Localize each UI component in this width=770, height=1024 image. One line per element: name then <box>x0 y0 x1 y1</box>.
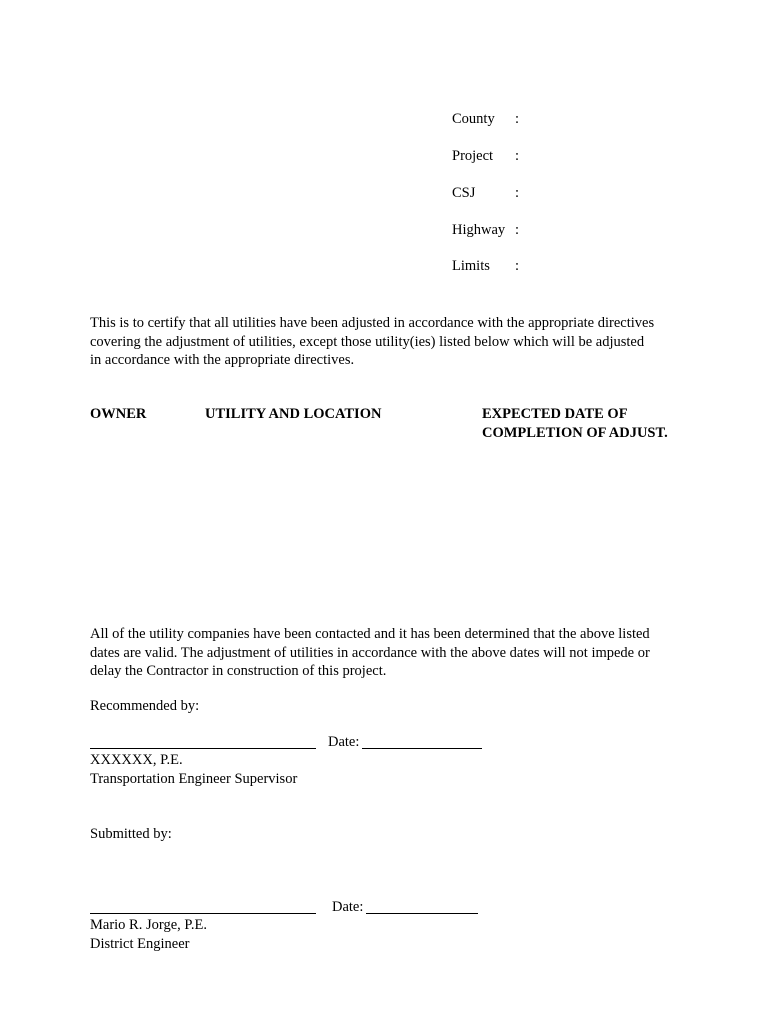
limits-label: Limits <box>452 258 490 274</box>
certification-line: This is to certify that all utilities have been adjusted in accordance with the appropriate directives <box>90 315 655 331</box>
csj-label: CSJ <box>452 185 476 201</box>
county-colon: : <box>515 111 520 127</box>
submitted-date-line[interactable] <box>366 913 478 914</box>
utility-location-column-heading: UTILITY AND LOCATION <box>205 406 382 422</box>
submitted-signature-line[interactable] <box>90 913 316 914</box>
recommended-signature-line[interactable] <box>90 748 316 749</box>
csj-colon: : <box>515 185 520 201</box>
certification-paragraph <box>90 314 690 370</box>
project-label: Project <box>452 148 494 164</box>
submitted-name: Mario R. Jorge, P.E. <box>90 917 207 933</box>
expected-date-column-heading: EXPECTED DATE OF COMPLETION OF ADJUST. <box>482 406 668 441</box>
recommended-by-heading: Recommended by: <box>90 698 200 714</box>
statement-paragraph <box>90 625 690 681</box>
recommended-name: XXXXXX, P.E. <box>90 752 183 768</box>
submitted-title: District Engineer <box>90 936 190 952</box>
submitted-date-label: Date: <box>332 899 364 915</box>
recommended-title: Transportation Engineer Supervisor <box>90 771 298 787</box>
statement-line: delay the Contractor in construction of this project. <box>90 663 387 679</box>
recommended-date-line[interactable] <box>362 748 482 749</box>
highway-colon: : <box>515 222 520 238</box>
recommended-date-label: Date: <box>328 734 360 750</box>
project-colon: : <box>515 148 520 164</box>
statement-line: All of the utility companies have been contacted and it has been determined that the above listed <box>90 626 650 642</box>
submitted-by-heading: Submitted by: <box>90 826 172 842</box>
county-label: County <box>452 111 495 127</box>
certification-line: in accordance with the appropriate directives. <box>90 352 355 368</box>
owner-column-heading: OWNER <box>90 406 147 422</box>
statement-line: dates are valid. The adjustment of utilities in accordance with the above dates will not impede or <box>90 644 650 661</box>
highway-label: Highway <box>452 222 506 238</box>
certification-line: covering the adjustment of utilities, except those utility(ies) listed below which will be adjusted <box>90 333 645 350</box>
limits-colon: : <box>515 258 520 274</box>
